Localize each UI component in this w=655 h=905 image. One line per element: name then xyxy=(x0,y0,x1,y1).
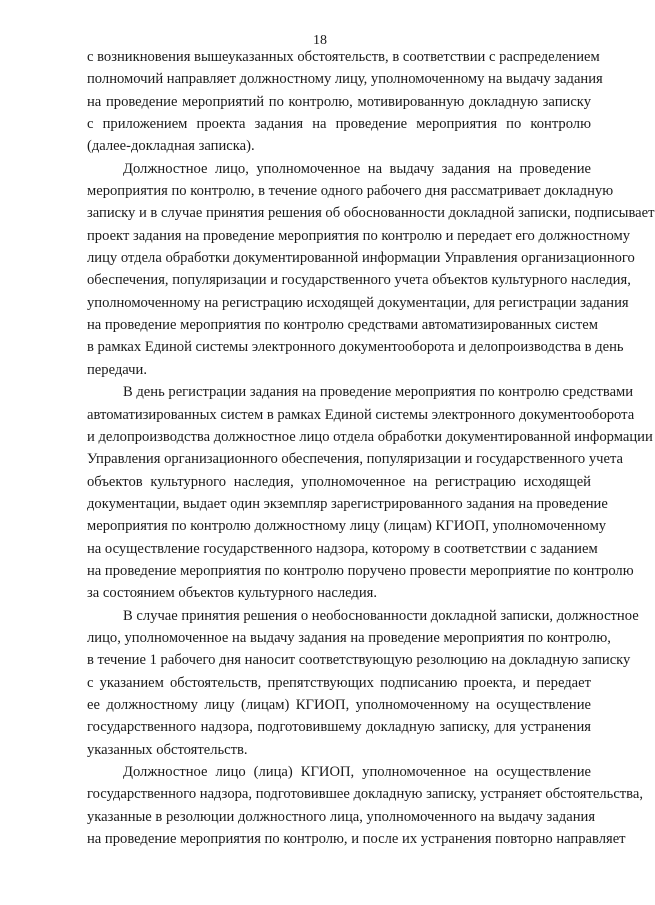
paragraph xyxy=(87,381,653,604)
text-line: на осуществление государственного надзора, которому в соответствии с заданием xyxy=(87,540,598,557)
paragraph xyxy=(87,761,643,850)
text-line: на проведение мероприятий по контролю, мотивированную докладную записку xyxy=(87,93,591,110)
text-line: документации, выдает один экземпляр зарегистрированного задания на проведение xyxy=(87,495,608,512)
text-line: Должностное лицо, уполномоченное на выдачу задания на проведение xyxy=(123,160,591,177)
text-line: уполномоченному на регистрацию исходящей документации, для регистрации задания xyxy=(87,294,629,311)
text-line: с возникновения вышеуказанных обстоятельств, в соответствии с распределением xyxy=(87,49,600,65)
text-line: лицу отдела обработки документированной информации Управления организационного xyxy=(87,250,635,267)
text-line: проект задания на проведение мероприятия по контролю и передает его должностному xyxy=(87,227,631,244)
paragraph xyxy=(87,605,639,761)
text-line: мероприятия по контролю, в течение одного рабочего дня рассматривает докладную xyxy=(87,183,614,200)
text-line: указанные в резолюции должностного лица, уполномоченного на выдачу задания xyxy=(87,808,596,825)
text-line: на проведение мероприятия по контролю, и после их устранения повторно направляет xyxy=(87,831,626,848)
paragraph xyxy=(87,46,603,158)
text-line: в рамках Единой системы электронного документооборота и делопроизводства в день xyxy=(87,339,624,356)
text-line: с приложением проекта задания на проведение мероприятия по контролю xyxy=(87,116,591,133)
text-line: записку и в случае принятия решения об обоснованности докладной записки, подписывает xyxy=(87,205,655,222)
text-line: государственного надзора, подготовившему докладную записку, для устранения xyxy=(87,719,591,736)
text-line: государственного надзора, подготовившее докладную записку, устраняет обстоятельства, xyxy=(87,786,643,803)
text-line: Должностное лицо (лица) КГИОП, уполномоченное на осуществление xyxy=(123,764,591,780)
text-line: за состоянием объектов культурного наследия. xyxy=(87,585,378,602)
page-number: 18 xyxy=(313,33,327,48)
text-line: ее должностному лицу (лицам) КГИОП, уполномоченному на осуществление xyxy=(87,696,591,713)
text-line: обеспечения, популяризации и государственного учета объектов культурного наследия, xyxy=(87,272,631,289)
paragraph xyxy=(87,158,655,381)
text-line: (далее-докладная записка). xyxy=(87,138,255,155)
text-line: автоматизированных систем в рамках Единой системы электронного документооборота xyxy=(87,406,635,423)
text-line: в течение 1 рабочего дня наносит соответствующую резолюцию на докладную записку xyxy=(87,652,631,669)
text-line: объектов культурного наследия, уполномоченное на регистрацию исходящей xyxy=(87,473,591,490)
text-line: передачи. xyxy=(87,361,147,378)
document-body xyxy=(87,46,655,850)
text-line: и делопроизводства должностное лицо отдела обработки документированной информации xyxy=(87,428,653,445)
text-line: В день регистрации задания на проведение мероприятия по контролю средствами xyxy=(123,384,634,401)
text-line: с указанием обстоятельств, препятствующих подписанию проекта, и передает xyxy=(87,674,591,691)
text-line: мероприятия по контролю должностному лицу (лицам) КГИОП, уполномоченному xyxy=(87,518,607,535)
text-line: полномочий направляет должностному лицу, уполномоченному на выдачу задания xyxy=(87,71,603,88)
text-line: указанных обстоятельств. xyxy=(87,741,248,758)
text-line: В случае принятия решения о необоснованности докладной записки, должностное xyxy=(123,607,639,624)
text-line: Управления организационного обеспечения, популяризации и государственного учета xyxy=(87,451,623,468)
text-line: на проведение мероприятия по контролю средствами автоматизированных систем xyxy=(87,317,598,334)
text-line: на проведение мероприятия по контролю поручено провести мероприятие по контролю xyxy=(87,562,634,579)
text-line: лицо, уполномоченное на выдачу задания на проведение мероприятия по контролю, xyxy=(87,629,611,646)
